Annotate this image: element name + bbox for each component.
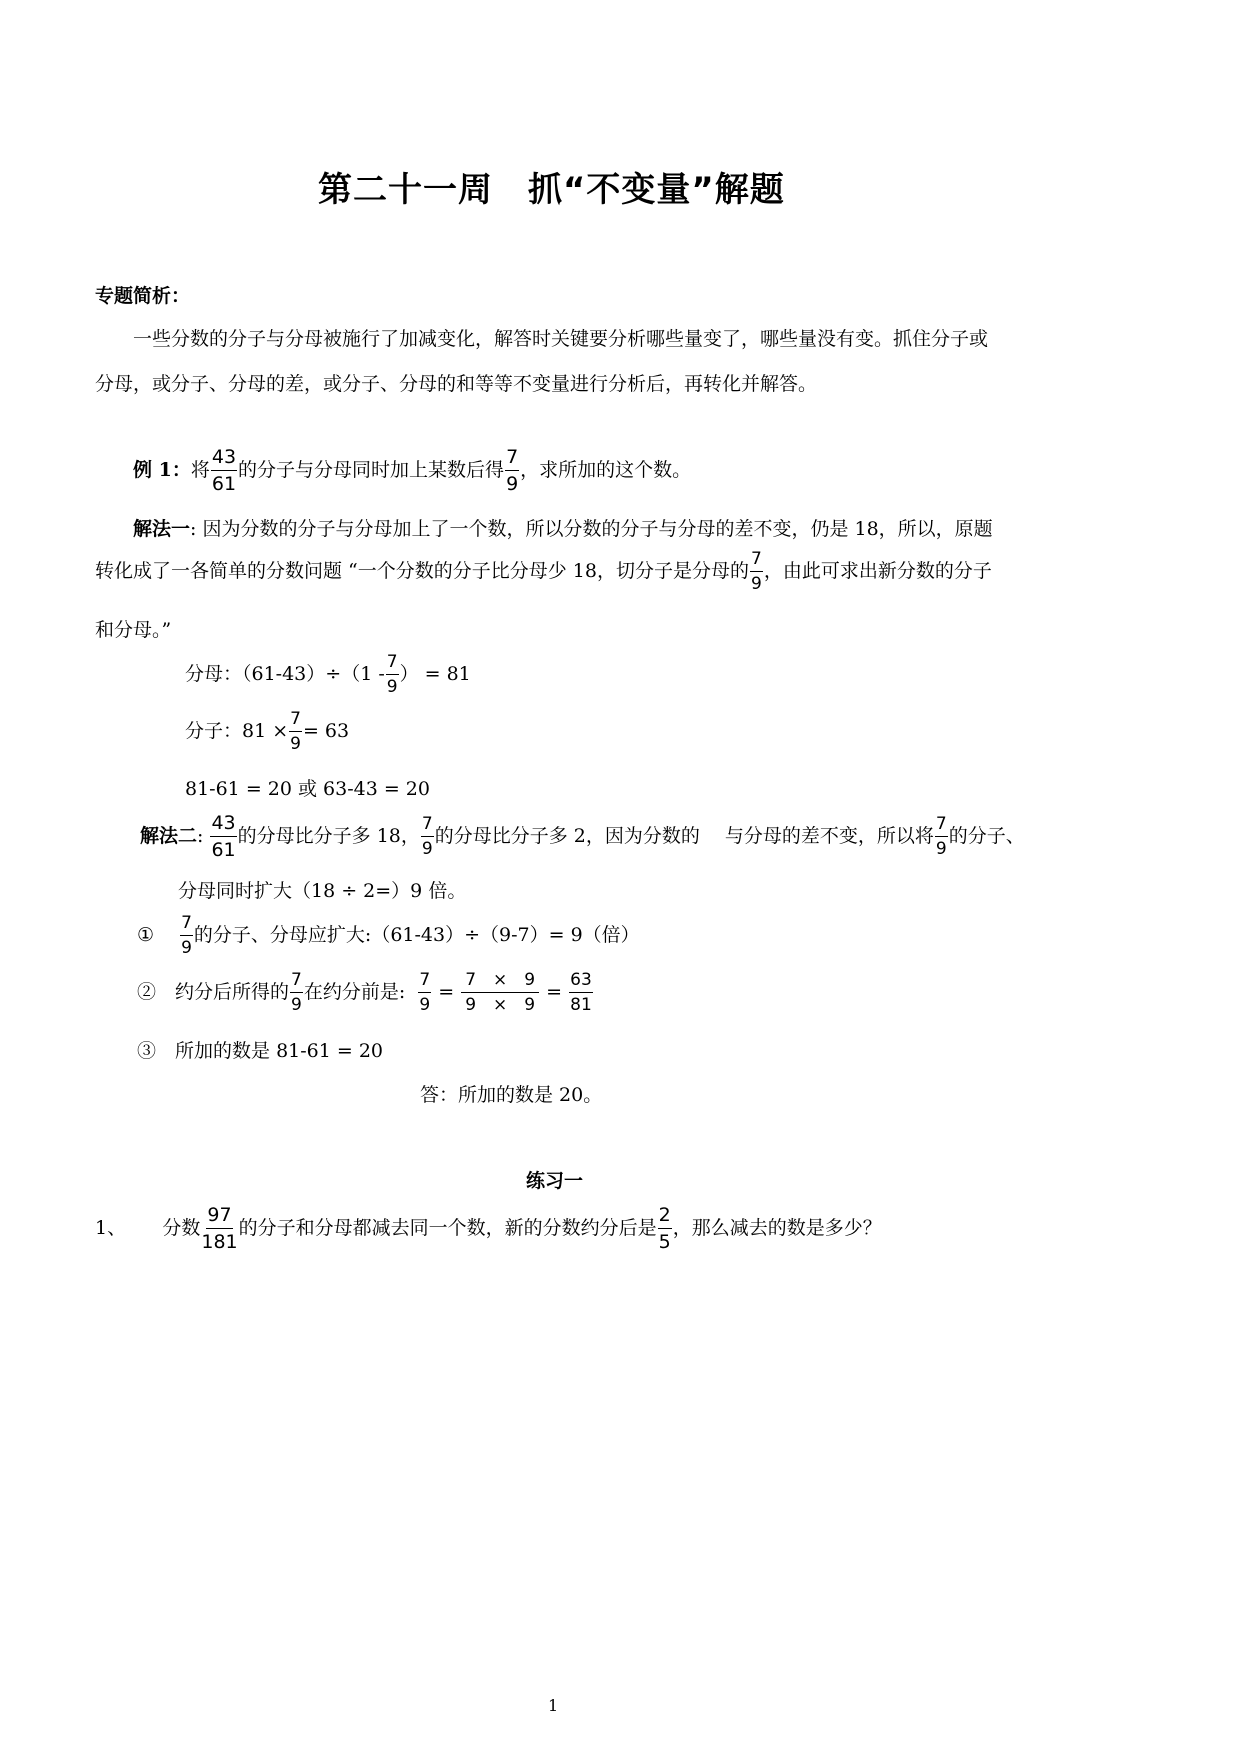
intro-line-1: 一些分数的分子与分母被施行了加减变化，解答时关键要分析哪些量变了，哪些量没有变。抓住分子或 — [133, 328, 989, 350]
fraction-63-81: $\frac{63}{81}$ — [570, 970, 592, 1015]
calc-numerator: 分子：81 × $\frac{7}{9}$ = 63 — [185, 709, 350, 754]
fraction-7-9: $\frac{7}{9}$ — [421, 814, 433, 859]
step-3: ③ 所加的数是 81-61 = 20 — [137, 1040, 384, 1062]
method1-text: : 因为分数的分子与分母加上了一个数，所以分数的分子与分母的差不变，仍是 18，所以，原题 — [190, 518, 993, 540]
intro-line-2: 分母，或分子、分母的差，或分子、分母的和等等不变量进行分析后，再转化并解答。 — [95, 373, 818, 395]
calc-denominator: 分母：（61-43）÷（1 - $\frac{7}{9}$ ） = 81 — [185, 652, 471, 697]
fraction-43-61: $\frac{43}{61}$ — [211, 446, 237, 495]
answer: 答：所加的数是 20。 — [420, 1084, 603, 1106]
fraction-7-9: $\frac{7}{9}$ — [291, 970, 302, 1015]
page-number: 1 — [548, 1696, 559, 1715]
fraction-7-9: $\frac{7}{9}$ — [419, 970, 431, 1015]
method1-label: 解法一 — [133, 518, 191, 540]
practice-question-1: 1、 分数 $\frac{97}{181}$ 的分子和分母都减去同一个数，新的分数约分后是 $\frac{2}{5}$ ，那么减去的数是多少？ — [95, 1204, 882, 1253]
example-prefix: 将 — [190, 459, 210, 481]
step-1: ① $\frac{7}{9}$ 的分子、分母应扩大:（61-43）÷（9-7）= 9（倍） — [137, 913, 640, 958]
method2-label: 解法二 — [140, 825, 198, 847]
example-middle: 的分子与分母同时加上某数后得 — [238, 459, 505, 481]
calc-difference: 81-61 = 20 或 63-43 = 20 — [185, 778, 430, 800]
method1-line2: 转化成了一各简单的分数问题 “一个分数的分子比分母少 18，切分子是分母的 $\frac{7}{9}$ ，由此可求出新分数的分子 — [95, 549, 992, 594]
fraction-7-9: $\frac{7}{9}$ — [386, 652, 398, 697]
fraction-7-9: $\frac{7}{9}$ — [506, 446, 519, 495]
example-1 — [133, 448, 691, 494]
fraction-7-9: $\frac{7}{9}$ — [181, 913, 192, 958]
fraction-7-9: $\frac{7}{9}$ — [290, 709, 301, 754]
fraction-7-9: $\frac{7}{9}$ — [935, 814, 947, 859]
fraction-2-5: $\frac{2}{5}$ — [658, 1204, 671, 1253]
page-title: 第二十一周 抓“不变量”解题 — [318, 170, 785, 210]
method2-line1: 解法二: $\frac{43}{61}$ 的分母比分子多 18， $\frac{7}{9}$ 的分母比分子多 2，因为分数的 与分母的差不变，所以将 $\frac{7}{9}$ 的分子、 — [140, 812, 1025, 861]
fraction-97-181: $\frac{97}{181}$ — [201, 1204, 238, 1253]
example-suffix: ，求所加的这个数。 — [520, 459, 692, 481]
method1-line1 — [133, 514, 993, 541]
step-2: ② 约分后所得的 $\frac{7}{9}$ 在约分前是: $\frac{7}{9}$ = $\frac{7 \times 9}{9 \times 9}$ = $\frac{63}{81}$ — [137, 970, 592, 1015]
method2-line2: 分母同时扩大（18 ÷ 2=）9 倍。 — [178, 880, 467, 902]
example-label: 例 1： — [133, 459, 191, 481]
fraction-43-61: $\frac{43}{61}$ — [211, 812, 236, 861]
practice-heading: 练习一 — [526, 1170, 584, 1192]
method1-line3: 和分母。” — [95, 619, 172, 641]
fraction-expanded: $\frac{7 \times 9}{9 \times 9}$ — [461, 972, 539, 1014]
section-heading: 专题简析： — [95, 285, 191, 307]
fraction-7-9: $\frac{7}{9}$ — [750, 549, 762, 594]
